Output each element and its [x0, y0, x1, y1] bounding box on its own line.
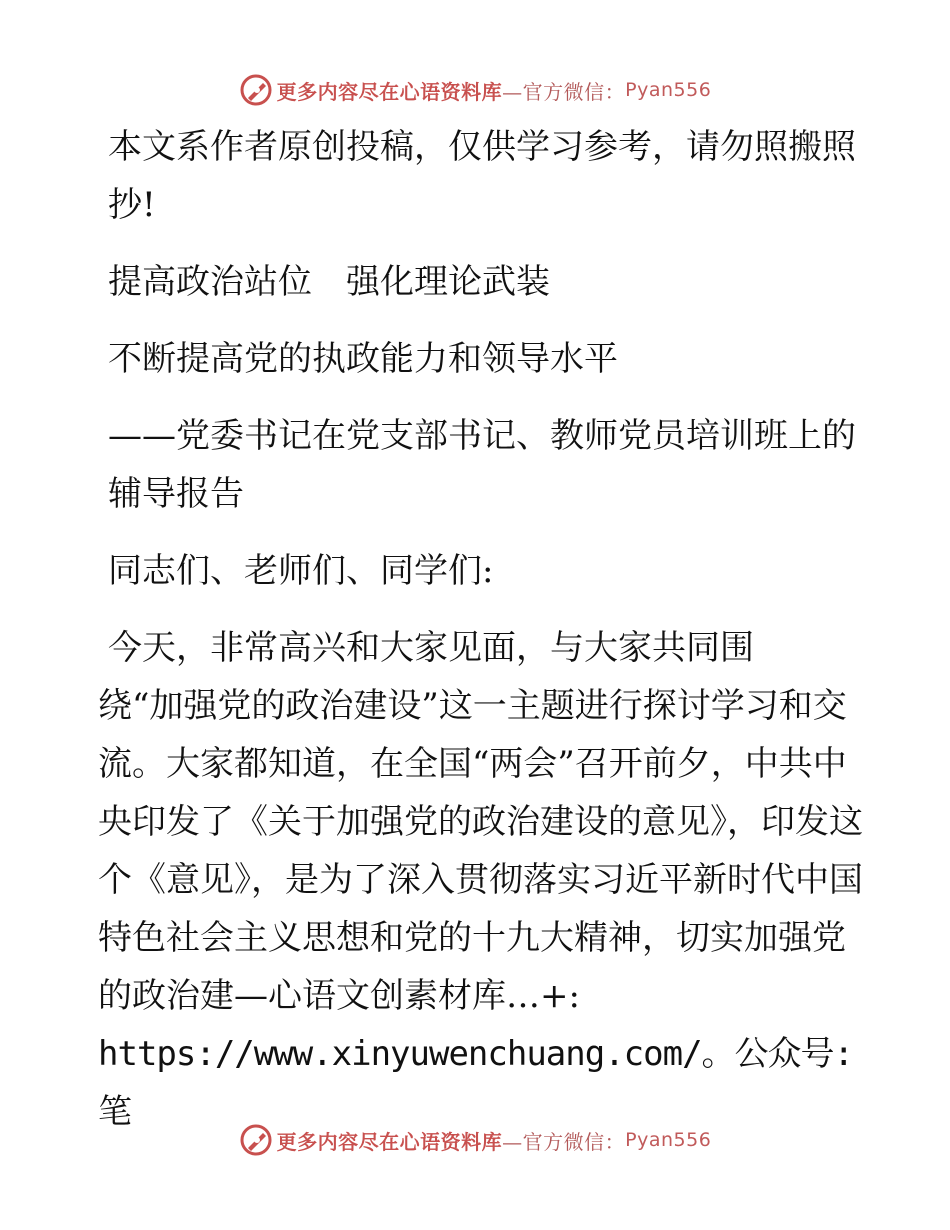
footer-wechat-id: Pyan556: [625, 1129, 712, 1151]
document-body: [98, 118, 868, 1141]
paragraph-1-first-line: 今天，非常高兴和大家见面，与大家共同围: [108, 628, 754, 668]
title-line-1: 提高政治站位 强化理论武装: [108, 262, 550, 302]
notice-text: 本文系作者原创投稿，仅供学习参考，请勿照搬照抄!: [108, 127, 856, 225]
greeting: 同志们、老师们、同学们:: [108, 551, 494, 591]
header-text: [277, 76, 712, 105]
header-wechat-id: Pyan556: [625, 79, 712, 101]
paragraph-1-body: 绕“加强党的政治建设”这一主题进行探讨学习和交流。大家都知道，在全国“两会”召开前夕，中共中央印发了《关于加强党的政治建设的意见》，印发这个《意见》，是为了深入贯彻落实习近平新时代中国特色社会主义思想和党的十九大精神，切实加强党的政治建—心语文创素材库…+:: [98, 686, 863, 1016]
subtitle: ——党委书记在党支部书记、教师党员培训班上的辅导报告: [108, 416, 856, 514]
header-main-text: 更多内容尽在心语资料库: [276, 79, 503, 104]
header-sub-text: —官方微信：: [502, 79, 626, 104]
footer-text: [277, 1126, 712, 1155]
title-line-2: 不断提高党的执政能力和领导水平: [108, 339, 618, 379]
footer-main-text: 更多内容尽在心语资料库: [276, 1129, 503, 1154]
footer-sub-text: —官方微信：: [502, 1129, 626, 1154]
header-banner: [0, 70, 950, 110]
footer-banner: [0, 1120, 950, 1160]
paragraph-1: [98, 619, 868, 1141]
pen-logo-icon: [239, 1123, 273, 1157]
source-url-line: https://www.xinyuwenchuang.com/。公众号: 笔: [98, 1034, 854, 1132]
pen-logo-icon: [239, 73, 273, 107]
